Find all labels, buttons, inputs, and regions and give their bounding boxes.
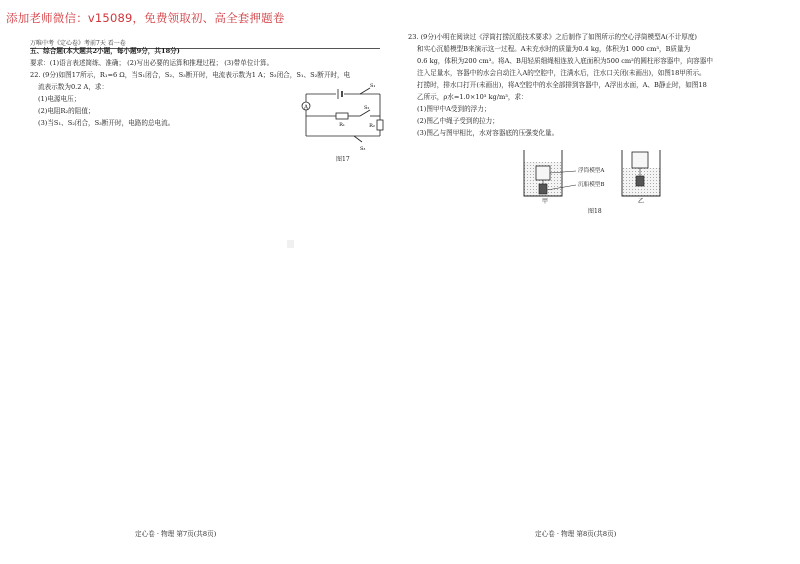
right-page-footer: 定心卷 · 物理 第8页(共8页) <box>535 530 617 538</box>
figure-sub-b: 乙 <box>638 198 645 205</box>
section-title: 五、综合题(本大题共2小题，每小题9分，共18分) <box>30 47 180 55</box>
q23-line-7: (1)图甲中A受到的浮力； <box>417 105 491 113</box>
r1-label: R₁ <box>339 122 345 128</box>
q23-line-9: (3)图乙与图甲相比，水对容器底的压强变化量。 <box>417 129 559 137</box>
q23-line-1: 23. (9分)小明在阅读过《浮筒打捞沉船技术要求》之后制作了如图所示的空心浮筒模型A(不计厚度) <box>408 33 697 41</box>
q22-line-2: 流表示数为0.2 A，求： <box>38 83 109 91</box>
right-page <box>400 0 800 564</box>
float-tube-label: 浮筒模型A <box>578 168 605 174</box>
watermark-text: 添加老师微信：v15089，免费领取初、高全套押题卷 <box>6 11 285 25</box>
circuit-diagram-figure-17 <box>298 82 388 154</box>
s3-label: S₃ <box>360 146 366 152</box>
ammeter-label: A <box>304 104 308 111</box>
q23-line-2: 和实心沉船模型B来演示这一过程。A未充水时的质量为0.4 kg，体积为1 000 cm³，B质量为 <box>417 45 691 53</box>
s1-label: S₁ <box>370 83 376 89</box>
faint-mark <box>287 240 294 248</box>
q22-line-1: 22. (9分)如图17所示，R₁=6 Ω，当S₁闭合，S₂、S₃断开时，电流表示数为1 A；S₃闭合，S₁、S₂断开时，电 <box>30 71 351 79</box>
figure-sub-a: 甲 <box>542 198 549 205</box>
q23-line-5: 打捞时，排水口打开(未画出)，将A空腔中的水全部排到容器中，A浮出水面，A、B静止时，如图18 <box>417 81 707 89</box>
q23-line-4: 注入足量水，容器中的水会自动注入A的空腔中，注满水后，注水口关闭(未画出)，如图18甲所示。 <box>417 69 706 77</box>
page-header: 万唯中考《定心卷》考前7天 看一卷 <box>30 38 380 49</box>
figure-17-caption: 图17 <box>336 156 350 163</box>
s2-label: S₂ <box>364 105 370 111</box>
q23-line-6: 乙所示，ρ水=1.0×10³ kg/m³，求： <box>417 93 528 101</box>
requirement-text: 要求：(1)语言表述简练、准确； (2)写出必要的运算和推理过程； (3)带单位计算。 <box>30 59 274 67</box>
figure-18-caption: 图18 <box>588 208 602 215</box>
q22-line-4: (2)电阻R₂的阻值； <box>38 107 95 115</box>
sunken-ship-label: 沉船模型B <box>578 182 605 188</box>
q23-line-8: (2)图乙中绳子受到的拉力； <box>417 117 499 125</box>
q22-line-3: (1)电源电压； <box>38 95 81 103</box>
q23-line-3: 0.6 kg，体积为200 cm³。将A、B用轻质细绳相连放入底面积为500 cm²的圆柱形容器中，向容器中 <box>417 57 713 65</box>
r2-label: R₂ <box>369 123 375 129</box>
q22-line-5: (3)当S₁、S₂闭合，S₃断开时，电路的总电流。 <box>38 119 175 127</box>
left-page-footer: 定心卷 · 物理 第7页(共8页) <box>135 530 217 538</box>
